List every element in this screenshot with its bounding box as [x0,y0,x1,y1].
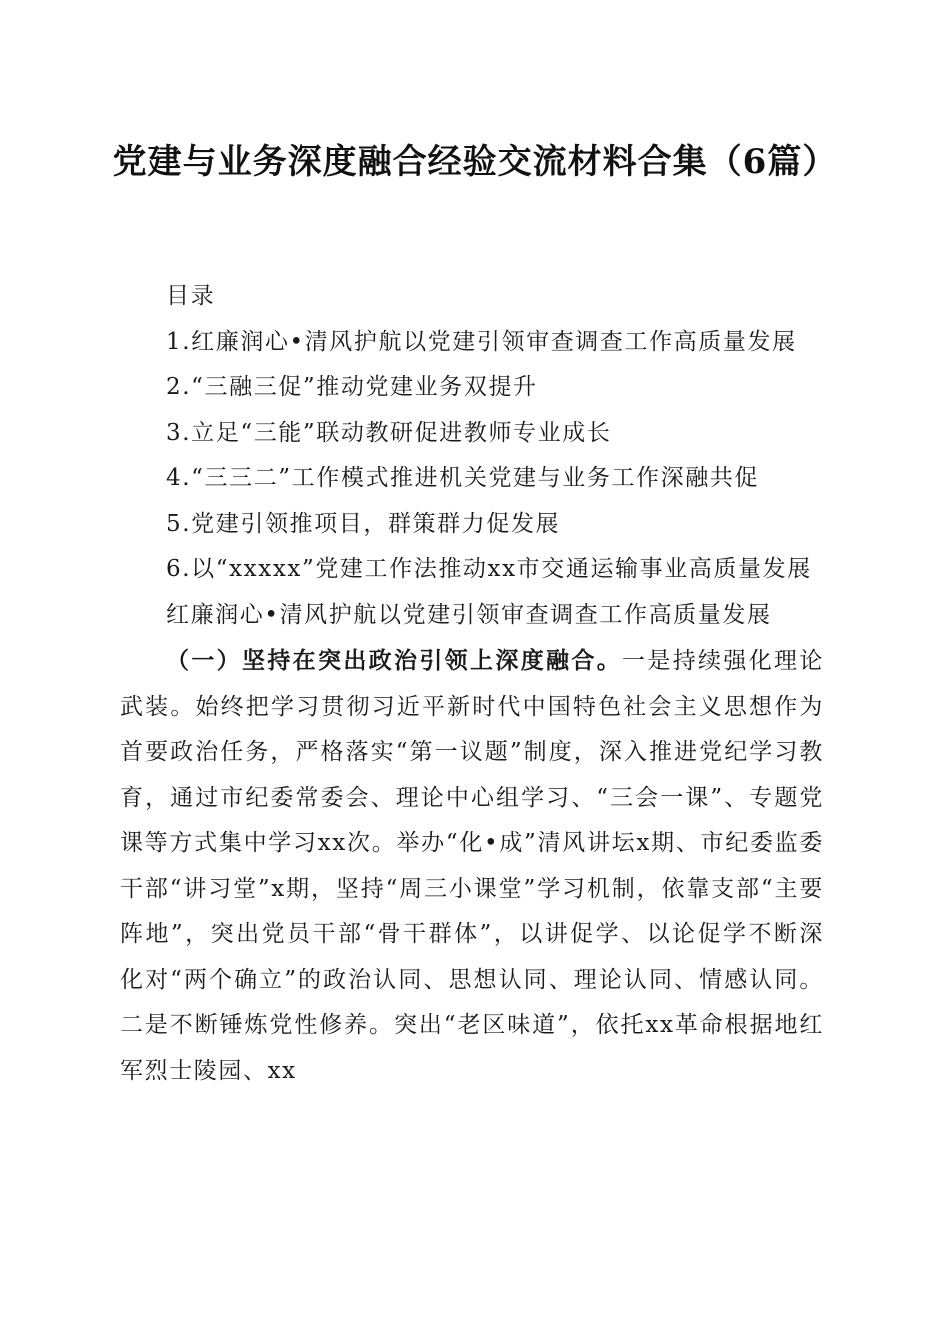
toc-item-6: 6.以“xxxxx”党建工作法推动xx市交通运输事业高质量发展 [166,556,812,582]
toc-item-4: 4.“三三二”工作模式推进机关党建与业务工作深融共促 [166,465,760,491]
document-body [120,274,824,1094]
body-paragraph [120,638,824,1094]
toc-item-2: 2.“三融三促”推动党建业务双提升 [166,374,538,400]
paragraph-lead: （一）坚持在突出政治引领上深度融合。 [166,647,623,674]
section-title: 红廉润心•清风护航以党建引领审查调查工作高质量发展 [166,601,772,628]
document-title: 党建与业务深度融合经验交流材料合集（6篇） [112,142,838,182]
toc-item-5: 5.党建引领推项目，群策群力促发展 [166,510,561,537]
toc-item-3: 3.立足“三能”联动教研促进教师专业成长 [166,419,612,446]
paragraph-text: 一是持续强化理论武装。始终把学习贯彻习近平新时代中国特色社会主义思想作为首要政治任务，严格落实“第一议题”制度，深入推进党纪学习教育，通过市纪委常委会、理论中心组学习、“三会一课”、专题党课等方式集中学习xx次。举办“化•成”清风讲坛x期、市纪委监委干部“讲习堂”x期，坚持“周三小课堂”学习机制，依靠支部“主要阵地”，突出党员干部“骨干群体”，以讲促学、以论促学不断深化对“两个确立”的政治认同、思想认同、理论认同、情感认同。二是不断锤炼党性修养。突出“老区味道”，依托xx革命根据地红军烈士陵园、xx [120,648,824,1084]
toc-heading: 目录 [166,283,216,309]
toc-item-1: 1.红廉润心•清风护航以党建引领审查调查工作高质量发展 [166,328,797,355]
